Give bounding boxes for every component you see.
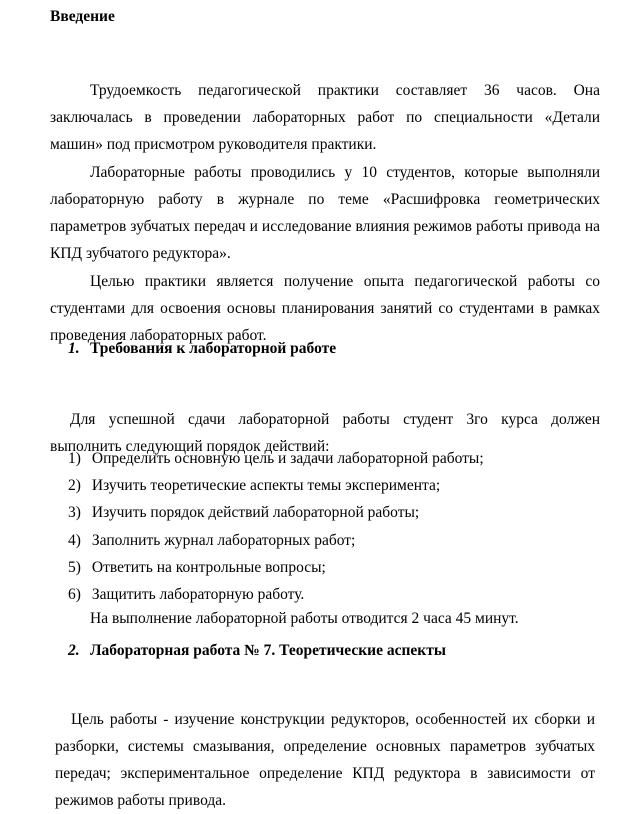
section-number: 2.: [68, 642, 80, 659]
list-item-number: 4): [68, 531, 81, 549]
intro-paragraph: Лабораторные работы проводились у 10 студентов, которые выполняли лабораторную работу в журнале по теме «Расшифровка геометрических параметров зубчатых передач и исследование влияния режимов работы привода на КПД зубчатого редуктора».: [50, 163, 600, 262]
section-heading-text: Лабораторная работа № 7. Теоретические аспекты: [90, 642, 446, 659]
list-item: [68, 554, 484, 581]
list-item-number: 6): [68, 585, 81, 603]
list-item: [68, 472, 484, 499]
list-item-text: Ответить на контрольные вопросы;: [91, 558, 326, 576]
list-item-number: 5): [68, 558, 81, 576]
intro-paragraph: Целью практики является получение опыта педагогической работы со студентами для освоения основы планирования занятий со студентами в рамках проведения лабораторных работ.: [50, 272, 600, 344]
document-title: Введение: [50, 8, 115, 25]
intro-paragraph: Трудоемкость педагогической практики составляет 36 часов. Она заключалась в проведении лабораторных работ по специальности «Детали машин» под присмотром руководителя практики.: [50, 81, 600, 153]
section-paragraph: Для успешной сдачи лабораторной работы студент 3го курса должен выполнить следующий порядок действий:: [50, 410, 600, 455]
list-item: [68, 581, 484, 608]
section-heading: [68, 340, 336, 358]
steps-list: [68, 445, 484, 608]
list-item-text: Защитить лабораторную работу.: [91, 585, 305, 603]
list-item: [68, 445, 484, 472]
section-heading: [68, 642, 446, 660]
list-item: [68, 527, 484, 554]
list-item-text: Изучить теоретические аспекты темы эксперимента;: [91, 477, 441, 495]
list-item-number: 1): [68, 450, 81, 467]
time-note: На выполнение лабораторной работы отводится 2 часа 45 минут.: [90, 610, 519, 627]
list-item-text: Изучить порядок действий лабораторной работы;: [91, 504, 420, 522]
list-item-text: Заполнить журнал лабораторных работ;: [91, 531, 356, 549]
list-item-number: 2): [68, 477, 81, 495]
section-number: 1.: [68, 340, 80, 357]
list-item-number: 3): [68, 504, 81, 522]
section-paragraph: Цель работы - изучение конструкции редукторов, особенностей их сборки и разборки, системы смазывания, определение основных параметров зубчатых передач; экспериментальное определение КПД редуктора в зависимости от режимов работы привода.: [55, 710, 595, 809]
section-heading-text: Требования к лабораторной работе: [90, 340, 337, 357]
list-item-text: Определить основную цель и задачи лабораторной работы;: [91, 450, 484, 467]
list-item: [68, 499, 484, 526]
